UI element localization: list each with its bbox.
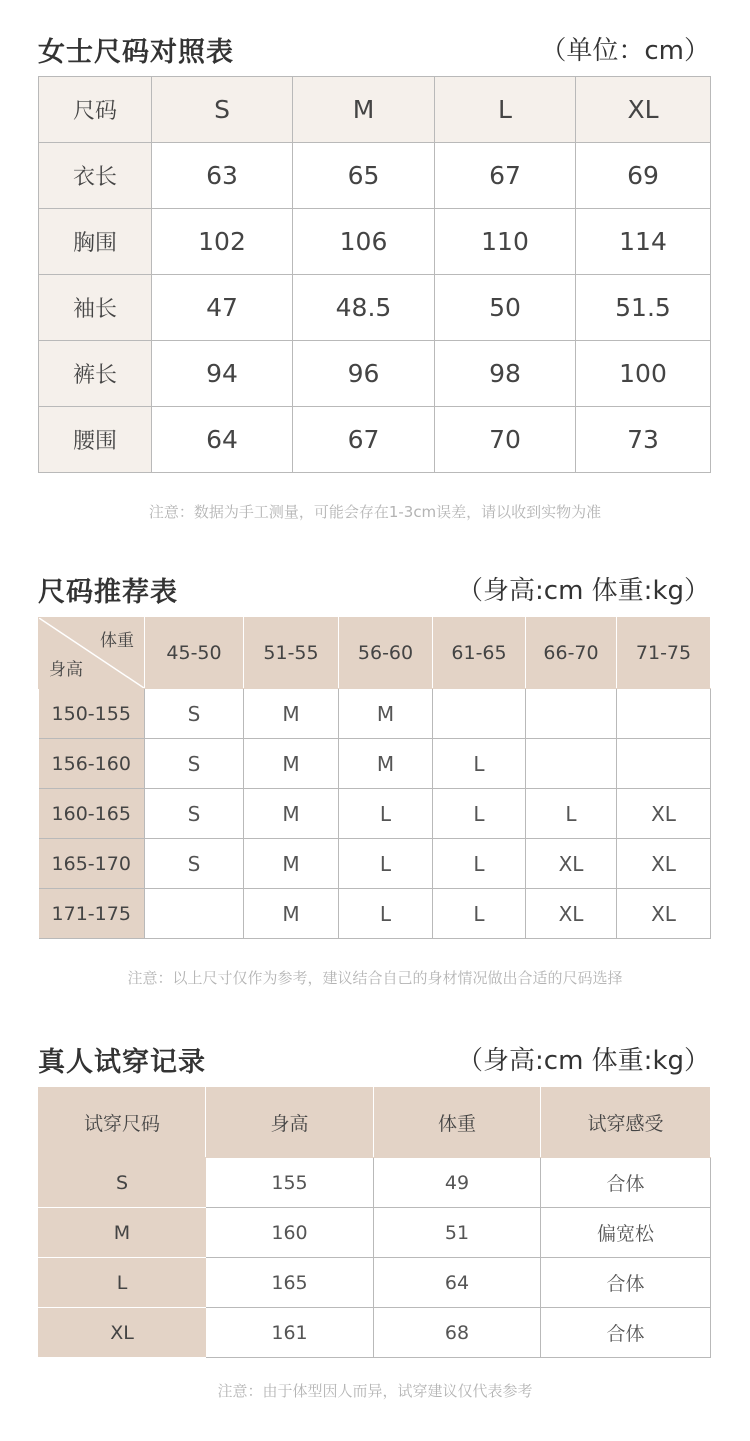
size-chart-table	[38, 76, 711, 473]
recommend-cell: L	[526, 789, 617, 839]
recommend-cell: L	[339, 839, 433, 889]
tryon-header-cell: 试穿尺码	[39, 1088, 206, 1158]
measure-value: 51.5	[576, 275, 711, 341]
corner-weight-label: 体重	[100, 631, 134, 651]
tryon-height: 160	[206, 1208, 374, 1258]
recommend-cell	[617, 739, 711, 789]
tryon-header-row	[39, 1088, 711, 1158]
measure-label: 衣长	[39, 143, 152, 209]
table-row	[39, 1208, 711, 1258]
size-header-label: 尺码	[39, 77, 152, 143]
size-chart-title: 女士尺码对照表	[38, 37, 234, 68]
recommend-cell	[433, 689, 526, 739]
size-chart-note: 注意：数据为手工测量，可能会存在1-3cm误差，请以收到实物为准	[148, 503, 602, 521]
recommend-cell: M	[244, 689, 339, 739]
recommend-cell: M	[339, 739, 433, 789]
recommend-cell: M	[244, 839, 339, 889]
measure-value: 64	[152, 407, 293, 473]
measure-label: 袖长	[39, 275, 152, 341]
height-label: 156-160	[39, 739, 145, 789]
table-row	[39, 1158, 711, 1208]
tryon-feel: 合体	[541, 1308, 711, 1358]
corner-cell	[39, 618, 145, 689]
tryon-weight: 51	[374, 1208, 541, 1258]
weight-header-cell: 51-55	[244, 618, 339, 689]
recommend-cell: S	[145, 689, 244, 739]
measure-value: 100	[576, 341, 711, 407]
weight-header-cell: 71-75	[617, 618, 711, 689]
recommend-cell: XL	[526, 889, 617, 939]
tryon-header	[38, 1040, 710, 1080]
measure-value: 110	[435, 209, 576, 275]
measure-value: 73	[576, 407, 711, 473]
tryon-size: XL	[39, 1308, 206, 1358]
tryon-header-cell: 体重	[374, 1088, 541, 1158]
recommend-cell: L	[433, 889, 526, 939]
measure-value: 47	[152, 275, 293, 341]
measure-value: 48.5	[293, 275, 435, 341]
tryon-feel: 合体	[541, 1258, 711, 1308]
measure-value: 96	[293, 341, 435, 407]
tryon-feel: 合体	[541, 1158, 711, 1208]
table-row	[39, 1258, 711, 1308]
tryon-height: 165	[206, 1258, 374, 1308]
measure-value: 114	[576, 209, 711, 275]
table-row	[39, 407, 711, 473]
recommend-unit: （身高:cm 体重:kg）	[457, 576, 710, 606]
recommend-header	[38, 570, 710, 610]
recommend-cell: M	[244, 789, 339, 839]
tryon-unit: （身高:cm 体重:kg）	[457, 1046, 710, 1076]
recommend-cell: L	[433, 789, 526, 839]
measure-value: 94	[152, 341, 293, 407]
measure-value: 70	[435, 407, 576, 473]
measure-value: 106	[293, 209, 435, 275]
recommend-cell: S	[145, 739, 244, 789]
recommend-cell: L	[433, 839, 526, 889]
measure-value: 63	[152, 143, 293, 209]
tryon-size: M	[39, 1208, 206, 1258]
table-row	[39, 1308, 711, 1358]
size-header-cell: M	[293, 77, 435, 143]
weight-header-cell: 66-70	[526, 618, 617, 689]
recommend-cell	[526, 739, 617, 789]
size-header-cell: XL	[576, 77, 711, 143]
tryon-weight: 49	[374, 1158, 541, 1208]
table-row	[39, 341, 711, 407]
recommend-cell	[526, 689, 617, 739]
size-chart-header-row	[39, 77, 711, 143]
recommend-cell: M	[244, 739, 339, 789]
tryon-weight: 68	[374, 1308, 541, 1358]
recommend-header-row	[39, 618, 711, 689]
recommend-cell	[145, 889, 244, 939]
measure-value: 98	[435, 341, 576, 407]
recommend-note: 注意：以上尺寸仅作为参考，建议结合自己的身材情况做出合适的尺码选择	[127, 969, 623, 987]
table-row	[39, 209, 711, 275]
tryon-header-cell: 身高	[206, 1088, 374, 1158]
table-row	[39, 789, 711, 839]
recommend-cell: XL	[526, 839, 617, 889]
tryon-table	[38, 1087, 711, 1358]
table-row	[39, 739, 711, 789]
tryon-size: L	[39, 1258, 206, 1308]
measure-value: 65	[293, 143, 435, 209]
size-chart-unit: （单位：cm）	[540, 36, 710, 66]
height-label: 150-155	[39, 689, 145, 739]
table-row	[39, 275, 711, 341]
height-label: 160-165	[39, 789, 145, 839]
measure-value: 102	[152, 209, 293, 275]
measure-value: 67	[435, 143, 576, 209]
recommend-cell: S	[145, 839, 244, 889]
measure-label: 胸围	[39, 209, 152, 275]
size-chart-header	[38, 30, 710, 70]
tryon-header-cell: 试穿感受	[541, 1088, 711, 1158]
tryon-feel: 偏宽松	[541, 1208, 711, 1258]
table-row	[39, 143, 711, 209]
recommend-title: 尺码推荐表	[38, 577, 178, 608]
recommend-cell: L	[433, 739, 526, 789]
size-header-cell: S	[152, 77, 293, 143]
weight-header-cell: 61-65	[433, 618, 526, 689]
recommend-cell	[617, 689, 711, 739]
measure-label: 腰围	[39, 407, 152, 473]
measure-value: 67	[293, 407, 435, 473]
measure-value: 50	[435, 275, 576, 341]
recommend-cell: XL	[617, 789, 711, 839]
recommend-cell: M	[244, 889, 339, 939]
height-label: 171-175	[39, 889, 145, 939]
recommend-cell: L	[339, 789, 433, 839]
tryon-note: 注意：由于体型因人而异，试穿建议仅代表参考	[217, 1382, 533, 1400]
table-row	[39, 689, 711, 739]
tryon-title: 真人试穿记录	[38, 1047, 206, 1078]
table-row	[39, 889, 711, 939]
tryon-height: 155	[206, 1158, 374, 1208]
height-label: 165-170	[39, 839, 145, 889]
recommend-cell: XL	[617, 889, 711, 939]
measure-value: 69	[576, 143, 711, 209]
weight-header-cell: 45-50	[145, 618, 244, 689]
recommend-cell: XL	[617, 839, 711, 889]
weight-header-cell: 56-60	[339, 618, 433, 689]
recommend-table	[38, 617, 711, 939]
tryon-weight: 64	[374, 1258, 541, 1308]
corner-height-label: 身高	[49, 660, 83, 680]
recommend-cell: S	[145, 789, 244, 839]
size-header-cell: L	[435, 77, 576, 143]
recommend-cell: L	[339, 889, 433, 939]
measure-label: 裤长	[39, 341, 152, 407]
tryon-size: S	[39, 1158, 206, 1208]
recommend-cell: M	[339, 689, 433, 739]
tryon-height: 161	[206, 1308, 374, 1358]
table-row	[39, 839, 711, 889]
